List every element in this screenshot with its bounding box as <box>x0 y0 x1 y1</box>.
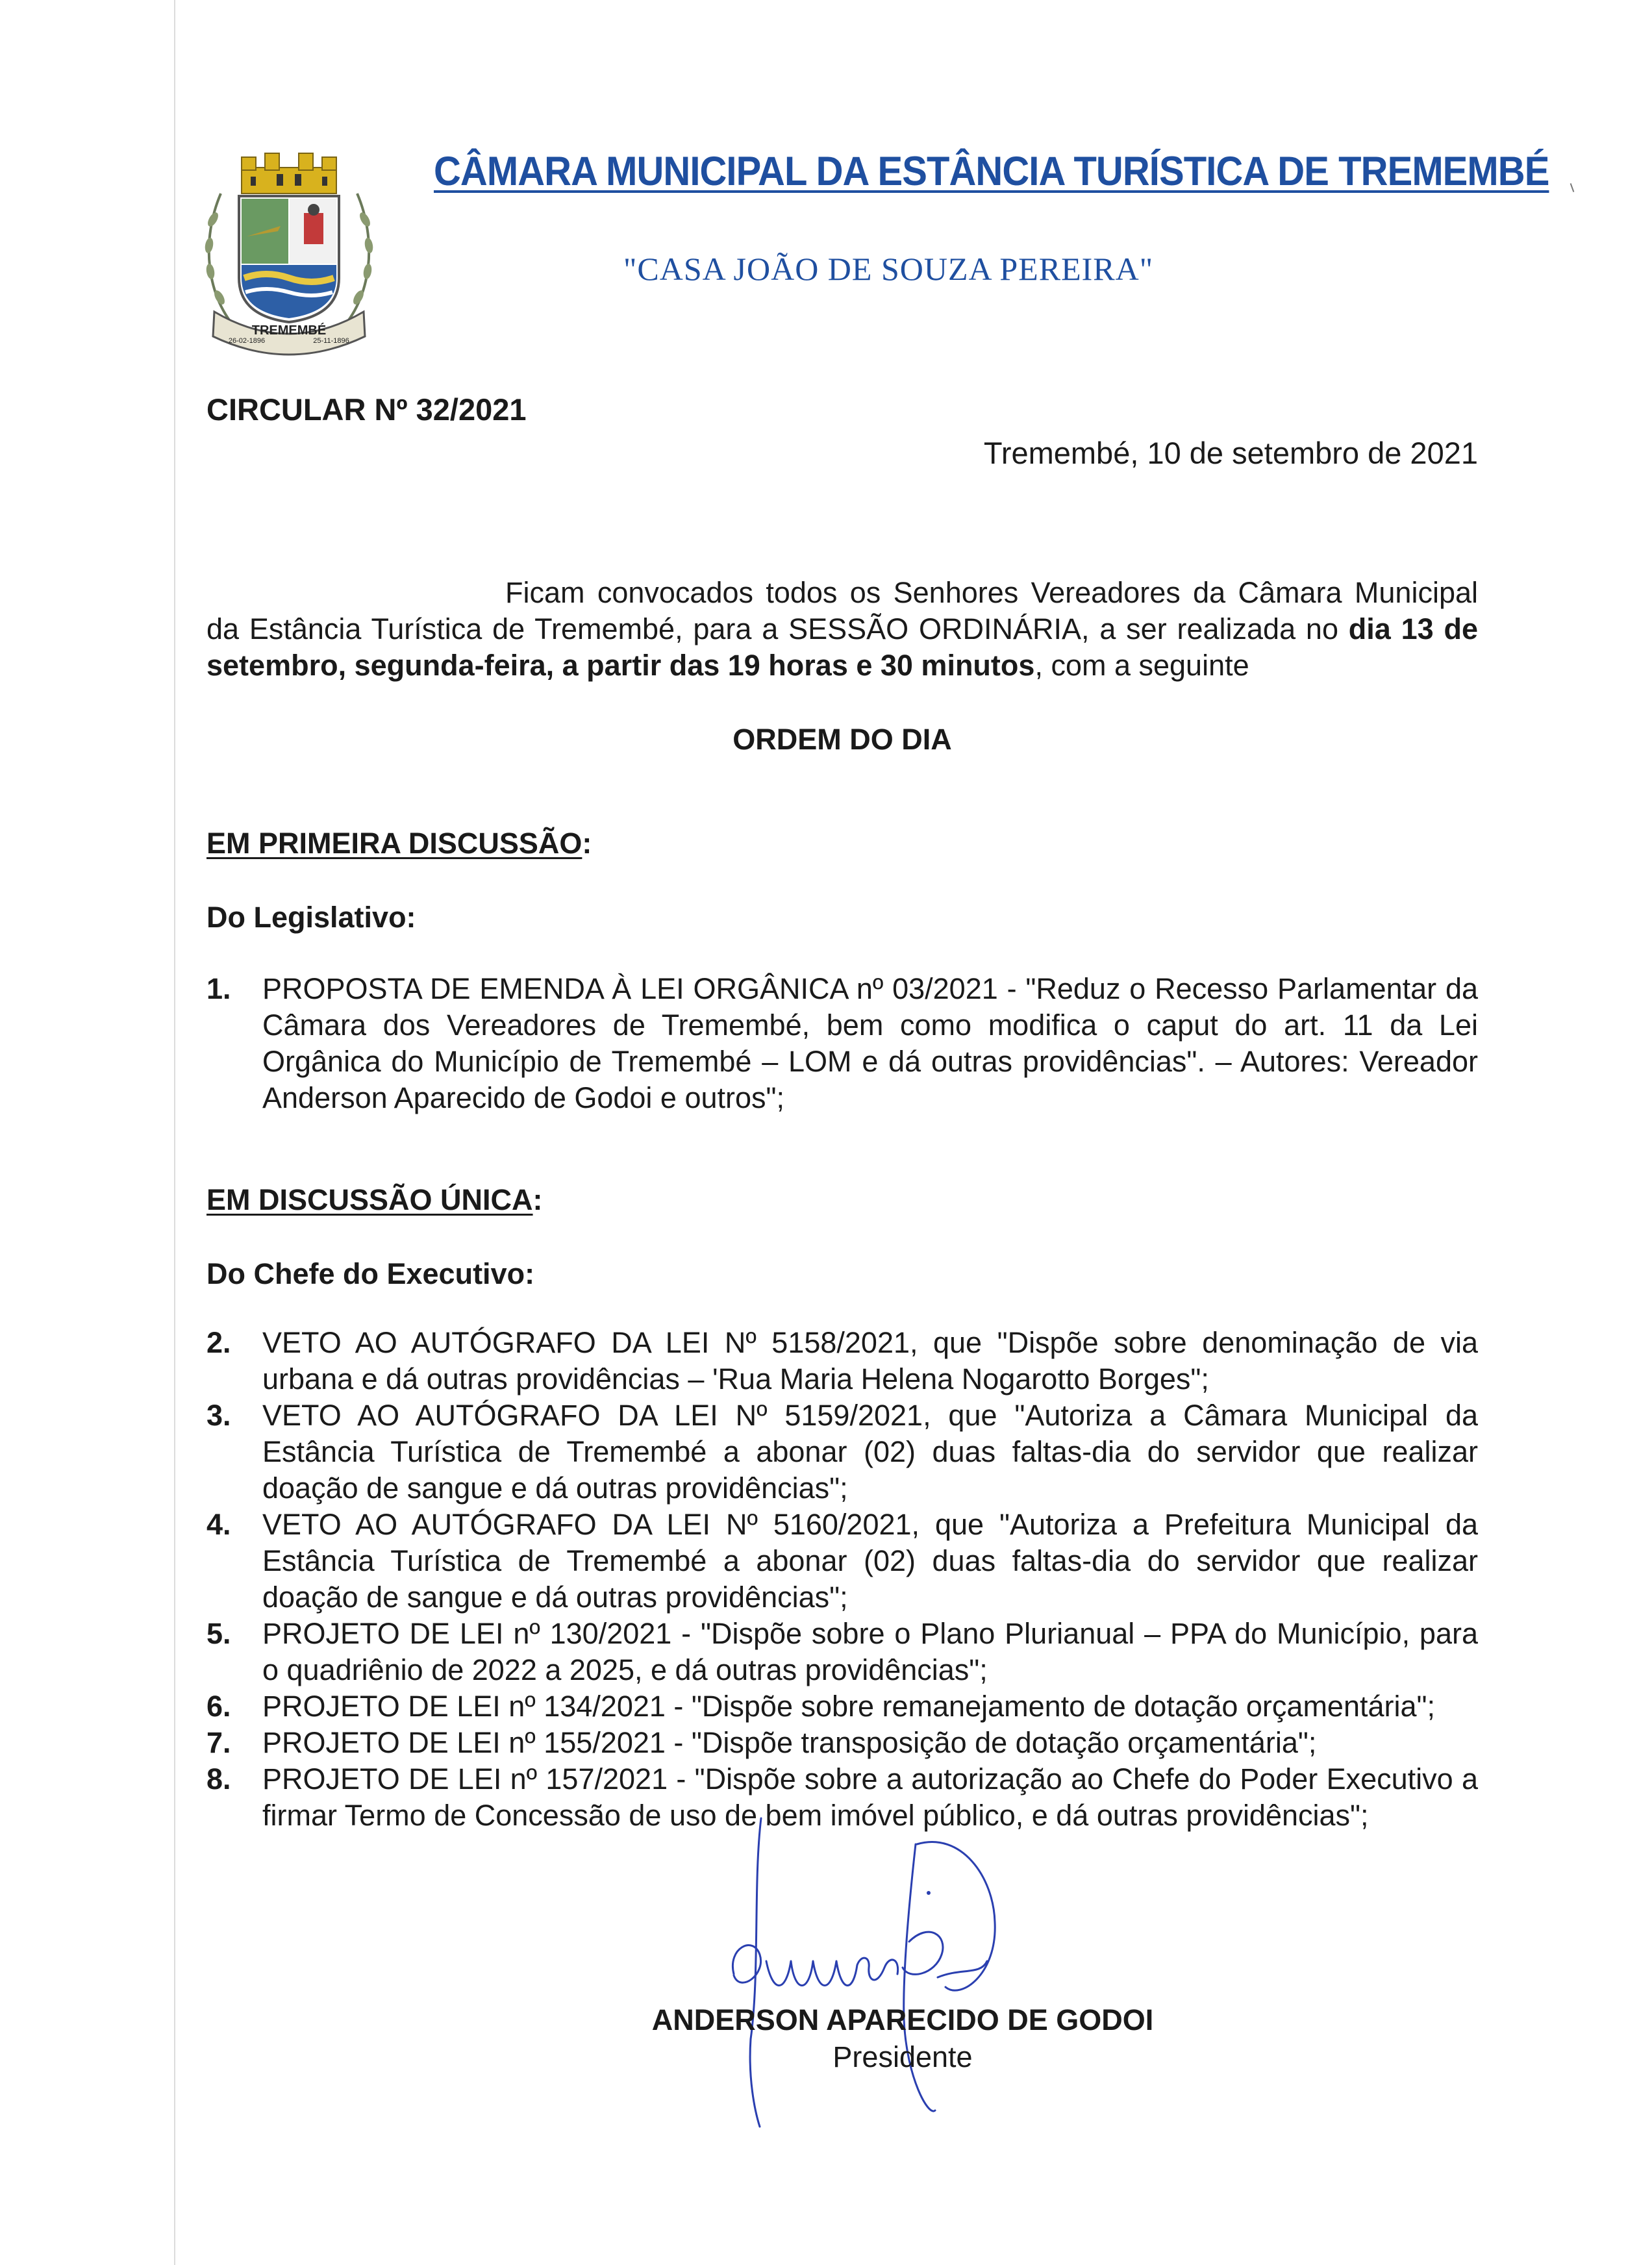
list-item <box>206 1507 1478 1616</box>
convocation-paragraph <box>206 575 1478 684</box>
crest-date-right: 25-11-1896 <box>313 337 349 345</box>
item-text: PROJETO DE LEI nº 134/2021 - "Dispõe sobre remanejamento de dotação orçamentária"; <box>262 1690 1435 1723</box>
section-title-colon: : <box>532 1183 543 1216</box>
item-number: 2. <box>206 1326 231 1359</box>
subheading-legislative: Do Legislativo: <box>206 901 416 934</box>
crest-date-left: 26-02-1896 <box>228 337 266 345</box>
item-number: 7. <box>206 1726 231 1759</box>
house-name: "CASA JOÃO DE SOUZA PEREIRA" <box>623 251 1154 287</box>
section-title-text: EM PRIMEIRA DISCUSSÃO <box>206 827 582 860</box>
legislative-items-list <box>206 971 1478 1116</box>
convocation-text-start: Ficam convocados todos os Senhores Vereadores da Câmara Municipal da Estância Turística de Tremembé, para a SESSÃO ORDINÁRIA, a ser realizada no <box>206 576 1478 645</box>
crest-town-name: TREMEMBÉ <box>251 323 327 338</box>
list-item <box>206 1725 1478 1761</box>
scan-speck <box>1570 183 1575 192</box>
item-number: 8. <box>206 1762 231 1796</box>
mural-crown <box>242 153 336 194</box>
item-number: 4. <box>206 1508 231 1541</box>
item-number: 5. <box>206 1617 231 1650</box>
item-text: VETO AO AUTÓGRAFO DA LEI Nº 5160/2021, que "Autoriza a Prefeitura Municipal da Estância Turística de Tremembé a abonar (02) duas faltas-dia do servidor que realizar doação de sangue e dá outras providências"; <box>262 1508 1478 1614</box>
subheading-executive: Do Chefe do Executivo: <box>206 1257 535 1290</box>
signer-name: ANDERSON APARECIDO DE GODOI <box>651 2003 1154 2036</box>
session-datetime: dia 13 de setembro, segunda-feira, a partir das 19 horas e 30 minutos <box>206 612 1478 682</box>
list-item <box>206 1616 1478 1688</box>
item-number: 3. <box>206 1399 231 1432</box>
municipal-crest-icon <box>195 148 383 362</box>
circular-number: CIRCULAR Nº 32/2021 <box>206 392 527 427</box>
handwritten-signature <box>714 1805 1130 2130</box>
item-number: 6. <box>206 1690 231 1723</box>
scan-margin-line <box>174 0 175 2265</box>
institution-title: CÂMARA MUNICIPAL DA ESTÂNCIA TURÍSTICA DE TREMEMBÉ <box>434 149 1549 194</box>
list-item <box>206 1397 1478 1507</box>
section-heading-first-discussion <box>206 827 592 860</box>
document-date: Tremembé, 10 de setembro de 2021 <box>983 436 1478 470</box>
item-number: 1. <box>206 972 231 1005</box>
item-text: PROJETO DE LEI nº 155/2021 - "Dispõe transposição de dotação orçamentária"; <box>262 1726 1317 1759</box>
signer-role: Presidente <box>832 2040 973 2073</box>
item-text: PROJETO DE LEI nº 130/2021 - "Dispõe sobre o Plano Plurianual – PPA do Município, para o quadriênio de 2022 a 2025, e dá outras providências"; <box>262 1617 1478 1686</box>
item-text: PROPOSTA DE EMENDA À LEI ORGÂNICA nº 03/2021 - "Reduz o Recesso Parlamentar da Câmara dos Vereadores de Tremembé, bem como modifica o caput do art. 11 da Lei Orgânica do Município de Tremembé – LOM e dá outras providências". – Autores: Vereador Anderson Aparecido de Godoi e outros"; <box>262 972 1478 1114</box>
list-item <box>206 1325 1478 1397</box>
executive-items-list <box>206 1325 1478 1834</box>
section-title-text: EM DISCUSSÃO ÚNICA <box>206 1183 533 1216</box>
section-title-colon: : <box>582 827 592 860</box>
item-text: VETO AO AUTÓGRAFO DA LEI Nº 5158/2021, que "Dispõe sobre denominação de via urbana e dá outras providências – 'Rua Maria Helena Nogarotto Borges"; <box>262 1326 1478 1395</box>
list-item <box>206 971 1478 1116</box>
item-text: PROJETO DE LEI nº 157/2021 - "Dispõe sobre a autorização ao Chefe do Poder Executivo a firmar Termo de Concessão de uso de bem imóvel público, e dá outras providências"; <box>262 1762 1478 1832</box>
convocation-text-end: , com a seguinte <box>1034 649 1249 682</box>
section-heading-single-discussion <box>206 1183 543 1217</box>
agenda-title: ORDEM DO DIA <box>732 723 952 756</box>
item-text: VETO AO AUTÓGRAFO DA LEI Nº 5159/2021, que "Autoriza a Câmara Municipal da Estância Turística de Tremembé a abonar (02) duas faltas-dia do servidor que realizar doação de sangue e dá outras providências"; <box>262 1399 1478 1505</box>
list-item <box>206 1688 1478 1725</box>
